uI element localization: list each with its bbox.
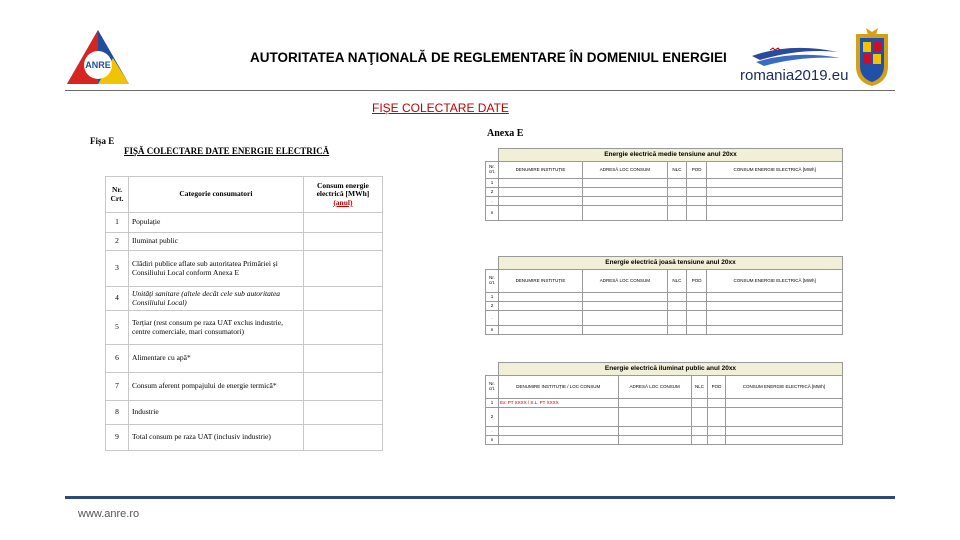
table-title: Energie electrică joasă tensiune anul 20xx [499, 257, 843, 270]
coat-of-arms-icon [850, 26, 894, 88]
table-row: 9 Total consum pe raza UAT (inclusiv industrie) [106, 425, 383, 451]
table-row: 1 Ex: PT XXXX / S.L. PT XXXX [486, 399, 843, 408]
presidency-logo [740, 40, 850, 86]
table-row: 2 Iluminat public [106, 233, 383, 251]
col-consum-label: Consum energie electrică [MWh] [316, 180, 370, 199]
table-row: . [486, 197, 843, 206]
low-voltage-table: Energie electrică joasă tensiune anul 20xx Nr. crt. DENUMIRE INSTITUȚIE ADRESĂ LOC CONSUM NLC POD CONSUM ENERGIE ELECTRICĂ [MWh] 1 2 . n [485, 256, 843, 335]
consumption-category-table [105, 176, 383, 451]
table-row: 2 [486, 302, 843, 311]
medium-voltage-table: Energie electrică medie tensiune anul 20xx Nr. crt. DENUMIRE INSTITUȚIE ADRESĂ LOC CONSUM NLC POD CONSUM ENERGIE ELECTRICĂ [MWh] 1 2 . n [485, 148, 843, 221]
logo-text: ANRE [85, 60, 111, 70]
page-header-title: AUTORITATEA NAŢIONALĂ DE REGLEMENTARE ÎN DOMENIUL ENERGIEI [250, 50, 727, 65]
annex-label: Anexa E [487, 128, 524, 139]
table-row: 5 Terțiar (rest consum pe raza UAT exclus industrie, centre comerciale, mari consumatori) [106, 311, 383, 345]
section-title: FIȘE COLECTARE DATE [372, 101, 509, 115]
table-row: 1 Populație [106, 213, 383, 233]
col-consum-year: (anul) [333, 197, 353, 207]
table-row: n [486, 206, 843, 221]
table-title: Energie electrică medie tensiune anul 20xx [499, 149, 843, 162]
form-title: FIȘĂ COLECTARE DATE ENERGIE ELECTRICĂ [124, 146, 330, 156]
table-row: 7 Consum aferent pompajului de energie termică* [106, 373, 383, 401]
table-row: 1 [486, 179, 843, 188]
public-lighting-table: Energie electrică iluminat public anul 20xx Nr. crt. DENUMIRE INSTITUȚIE / LOC CONSUM ADRESĂ LOC CONSUM NLC POD CONSUM ENERGIE ELECTRICĂ [MWh] 1 Ex: PT XXXX / S.L. PT XXXX 2 . n [485, 362, 843, 445]
anre-logo [65, 28, 131, 86]
presidency-text: romania2019.eu [740, 67, 849, 84]
table-row: . [486, 311, 843, 326]
col-category: Categorie consumatori [129, 177, 304, 213]
table-row: 2 [486, 188, 843, 197]
col-nr: Nr. Crt. [106, 177, 129, 213]
header-divider [65, 90, 895, 91]
table-title: Energie electrică iluminat public anul 20xx [499, 363, 843, 376]
col-consum [303, 177, 382, 213]
table-row: 6 Alimentare cu apă* [106, 345, 383, 373]
table-row: 2 [486, 408, 843, 427]
footer-url[interactable]: www.anre.ro [78, 508, 140, 520]
table-row: 8 Industrie [106, 401, 383, 425]
table-row: n [486, 326, 843, 335]
table-row: 1 [486, 293, 843, 302]
table-row: . [486, 427, 843, 436]
table-row: 4 Unități sanitare (altele decât cele sub autoritatea Consiliului Local) [106, 287, 383, 311]
fisa-label: Fișa E [90, 136, 115, 146]
table-row: 3 Clădiri publice aflate sub autoritatea Primăriei și Consiliului Local conform Anexa E [106, 251, 383, 287]
sample-value: Ex: PT XXXX / S.L. PT XXXX [499, 399, 619, 408]
footer-divider [65, 496, 895, 499]
table-row: n [486, 436, 843, 445]
